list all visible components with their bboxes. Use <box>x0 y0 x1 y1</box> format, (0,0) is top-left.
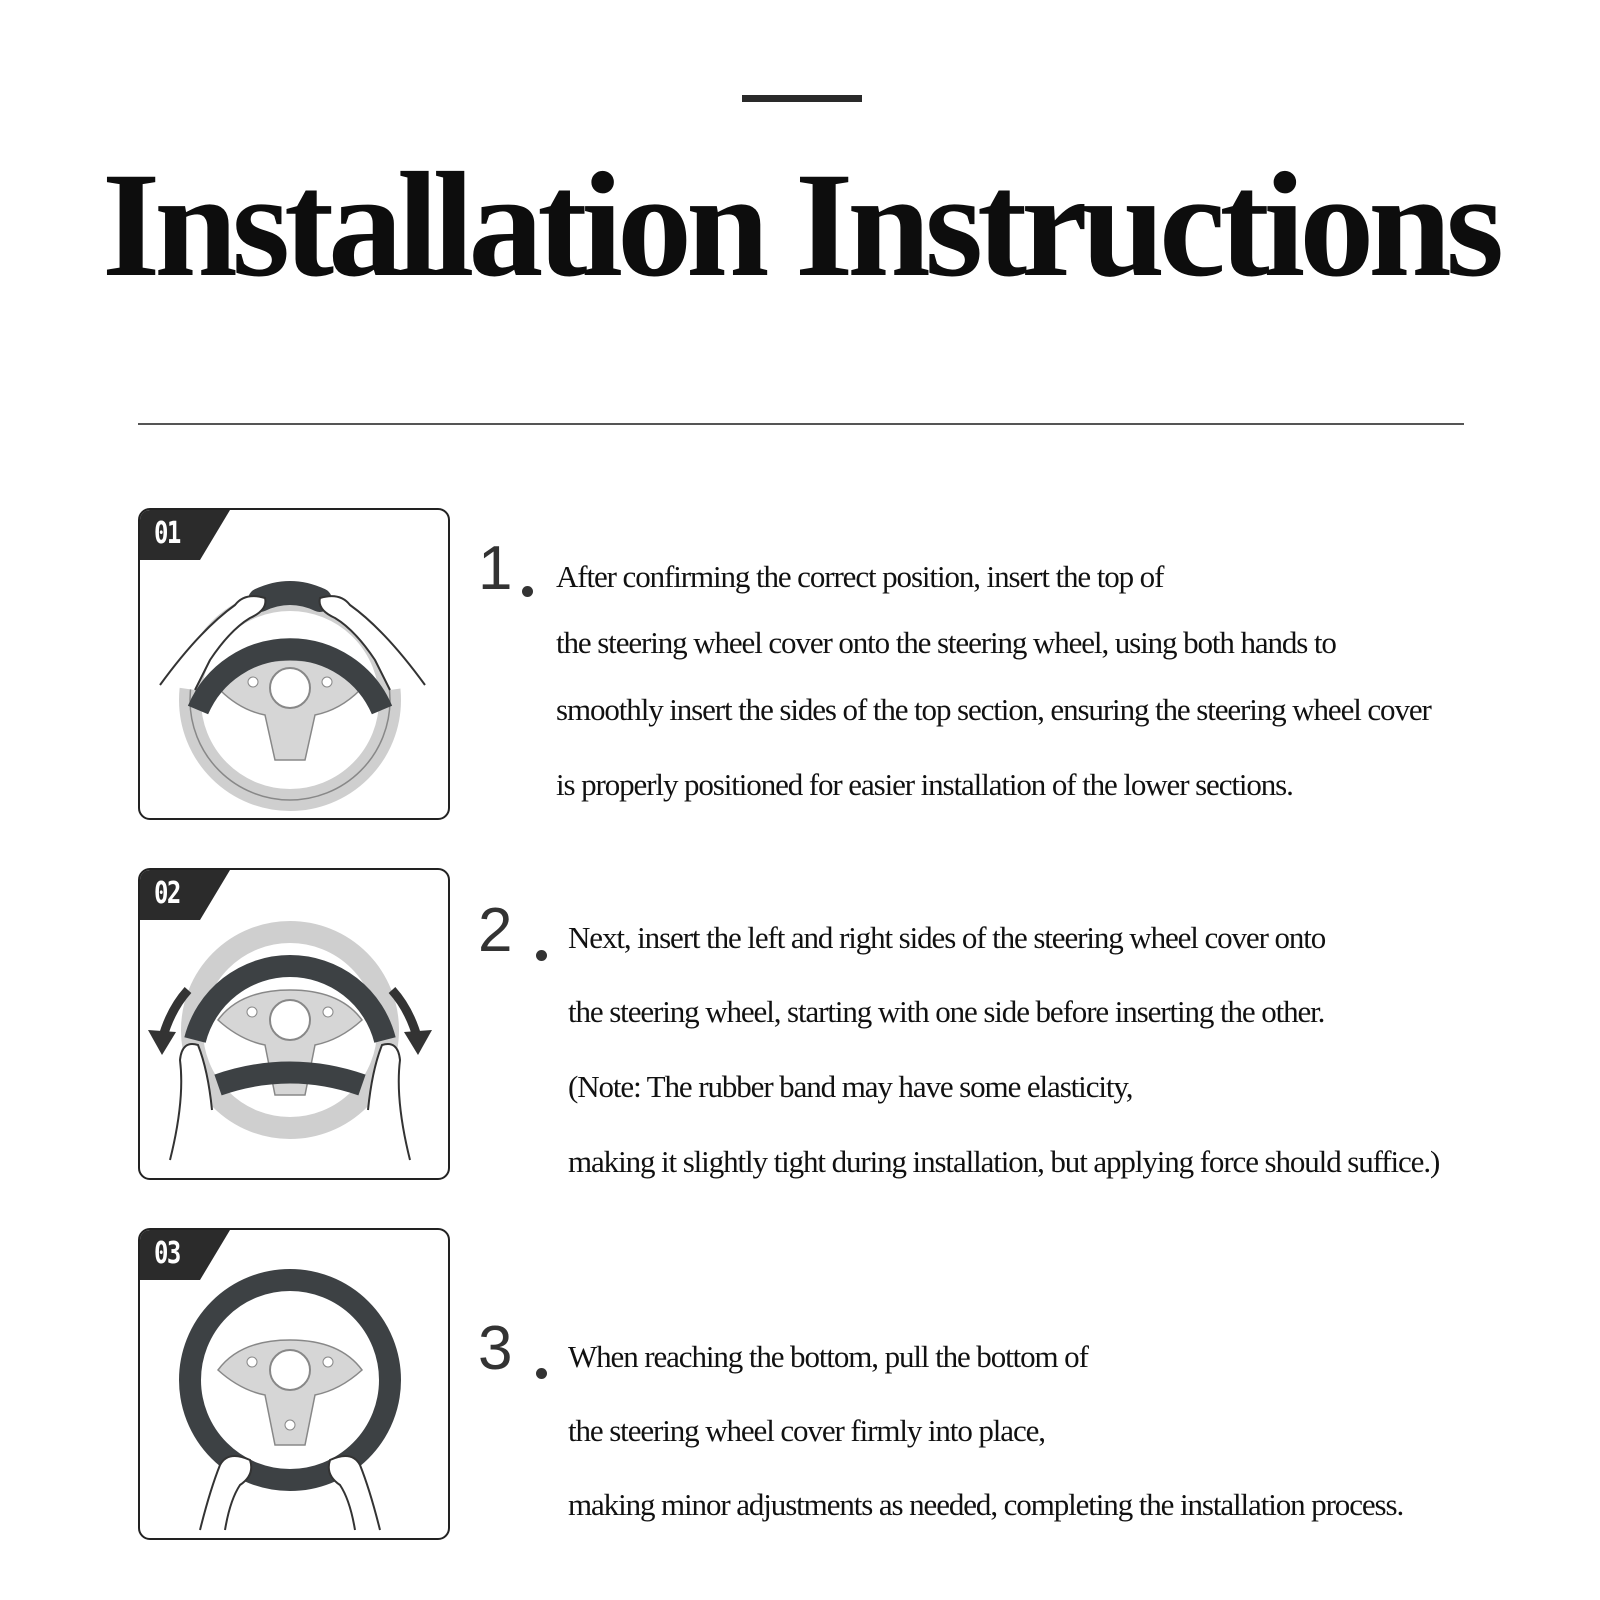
step-1-line: is properly positioned for easier installation of the lower sections. <box>556 767 1293 802</box>
step-1-line: smoothly insert the sides of the top section, ensuring the steering wheel cover <box>556 692 1431 727</box>
step-2-line: the steering wheel, starting with one side before inserting the other. <box>568 994 1325 1029</box>
step-2-illustration <box>138 868 450 1180</box>
step-3-tag: 03 <box>154 1236 180 1271</box>
step-2-tag: 02 <box>154 876 180 911</box>
step-3-number-dot <box>536 1368 547 1379</box>
step-3-illustration <box>138 1228 450 1540</box>
title-divider <box>138 423 1464 425</box>
step-2-line: Next, insert the left and right sides of the steering wheel cover onto <box>568 920 1326 955</box>
step-1-line: After confirming the correct position, insert the top of <box>556 559 1164 594</box>
step-1-tag: 01 <box>154 516 180 551</box>
step-1-number-dot <box>522 586 533 597</box>
step-3-line: making minor adjustments as needed, completing the installation process. <box>568 1487 1404 1522</box>
step-2-number: 2 <box>478 896 513 965</box>
step-1-number: 1 <box>478 534 513 603</box>
top-decorative-dash <box>742 95 862 102</box>
step-3-line: When reaching the bottom, pull the bottom of <box>568 1339 1088 1374</box>
page-title: Installation Instructions <box>101 142 1499 308</box>
step-1-line: the steering wheel cover onto the steering wheel, using both hands to <box>556 625 1336 660</box>
step-1-illustration <box>138 508 450 820</box>
step-2-line: making it slightly tight during installation, but applying force should suffice.) <box>568 1144 1440 1179</box>
step-2-number-dot <box>536 950 547 961</box>
step-3-line: the steering wheel cover firmly into place, <box>568 1413 1045 1448</box>
step-3-number: 3 <box>478 1314 513 1383</box>
step-2-line: (Note: The rubber band may have some elasticity, <box>568 1069 1133 1104</box>
